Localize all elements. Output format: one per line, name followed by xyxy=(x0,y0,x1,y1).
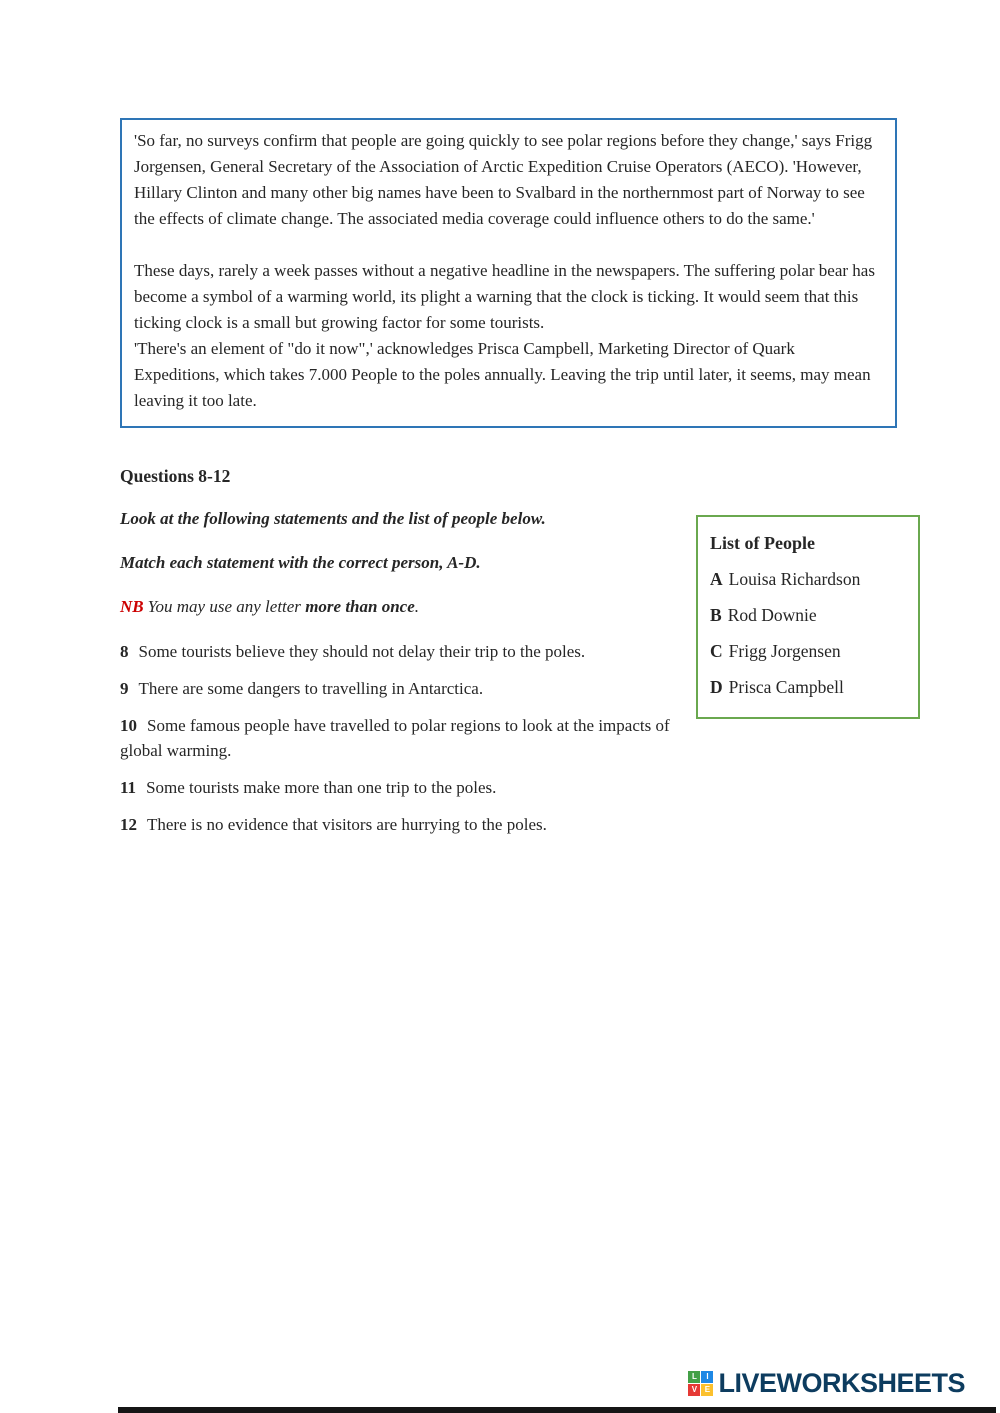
next-page-edge xyxy=(118,1407,996,1413)
person-letter: B xyxy=(710,605,722,625)
person-option xyxy=(710,669,906,705)
liveworksheets-footer xyxy=(688,1368,965,1399)
question-text: There are some dangers to travelling in Antarctica. xyxy=(138,679,484,698)
passage-paragraph: 'So far, no surveys confirm that people are going quickly to see polar regions before they change,' says Frigg Jorgensen, General Secretary of the Association of Arctic Expedition Cruise Operators (AECO). 'However, Hillary Clinton and many other big names have been to Svalbard in the northernmost part of Norway to see the effects of climate change. The associated media coverage could influence others to do the same.' xyxy=(134,131,873,228)
instruction-line: Look at the following statements and the list of people below. xyxy=(120,509,546,528)
nb-text: You may use any letter xyxy=(147,597,306,616)
nb-period: . xyxy=(414,597,419,616)
nb-label: NB xyxy=(120,597,144,616)
list-of-people-title: List of People xyxy=(710,533,815,553)
instruction-line: Match each statement with the correct person, A-D. xyxy=(120,553,481,572)
question-number: 10 xyxy=(120,716,137,735)
reading-passage-box xyxy=(120,118,897,428)
question-text: There is no evidence that visitors are hurrying to the poles. xyxy=(147,815,547,834)
person-letter: A xyxy=(710,569,723,589)
questions-section xyxy=(120,466,920,837)
question-item xyxy=(120,775,920,800)
person-name: Frigg Jorgensen xyxy=(728,641,841,661)
person-letter: C xyxy=(710,641,723,661)
questions-heading: Questions 8-12 xyxy=(120,466,231,486)
question-number: 11 xyxy=(120,778,137,797)
logo-square-e: E xyxy=(701,1384,713,1396)
person-name: Rod Downie xyxy=(727,605,817,625)
liveworksheets-brand-text: LIVEWORKSHEETS xyxy=(718,1368,965,1398)
person-option xyxy=(710,597,906,633)
page-content xyxy=(120,118,920,849)
list-of-people-box xyxy=(696,515,920,719)
person-option xyxy=(710,561,906,597)
passage-paragraph: 'There's an element of "do it now",' acknowledges Prisca Campbell, Marketing Director of Quark Expeditions, which takes 7.000 People to the poles annually. Leaving the trip until later, it seems, may mean leaving it too late. xyxy=(134,339,871,410)
question-number: 12 xyxy=(120,815,137,834)
question-text: Some tourists make more than one trip to the poles. xyxy=(146,778,497,797)
person-name: Louisa Richardson xyxy=(728,569,861,589)
passage-paragraph: These days, rarely a week passes without a negative headline in the newspapers. The suffering polar bear has become a symbol of a warming world, its plight a warning that the clock is ticking. It would seem that this ticking clock is a small but growing factor for some tourists. xyxy=(134,261,875,332)
question-item xyxy=(120,713,920,763)
logo-square-l: L xyxy=(688,1371,700,1383)
person-option xyxy=(710,633,906,669)
question-text: Some tourists believe they should not delay their trip to the poles. xyxy=(138,642,586,661)
person-letter: D xyxy=(710,677,723,697)
nb-bold-text: more than once xyxy=(305,597,415,616)
question-number: 9 xyxy=(120,679,129,698)
question-number: 8 xyxy=(120,642,129,661)
question-item xyxy=(120,812,920,837)
liveworksheets-logo-icon xyxy=(688,1371,713,1396)
question-text: Some famous people have travelled to polar regions to look at the impacts of global warming. xyxy=(120,716,670,760)
person-name: Prisca Campbell xyxy=(728,677,844,697)
logo-square-i: I xyxy=(701,1371,713,1383)
logo-square-v: V xyxy=(688,1384,700,1396)
